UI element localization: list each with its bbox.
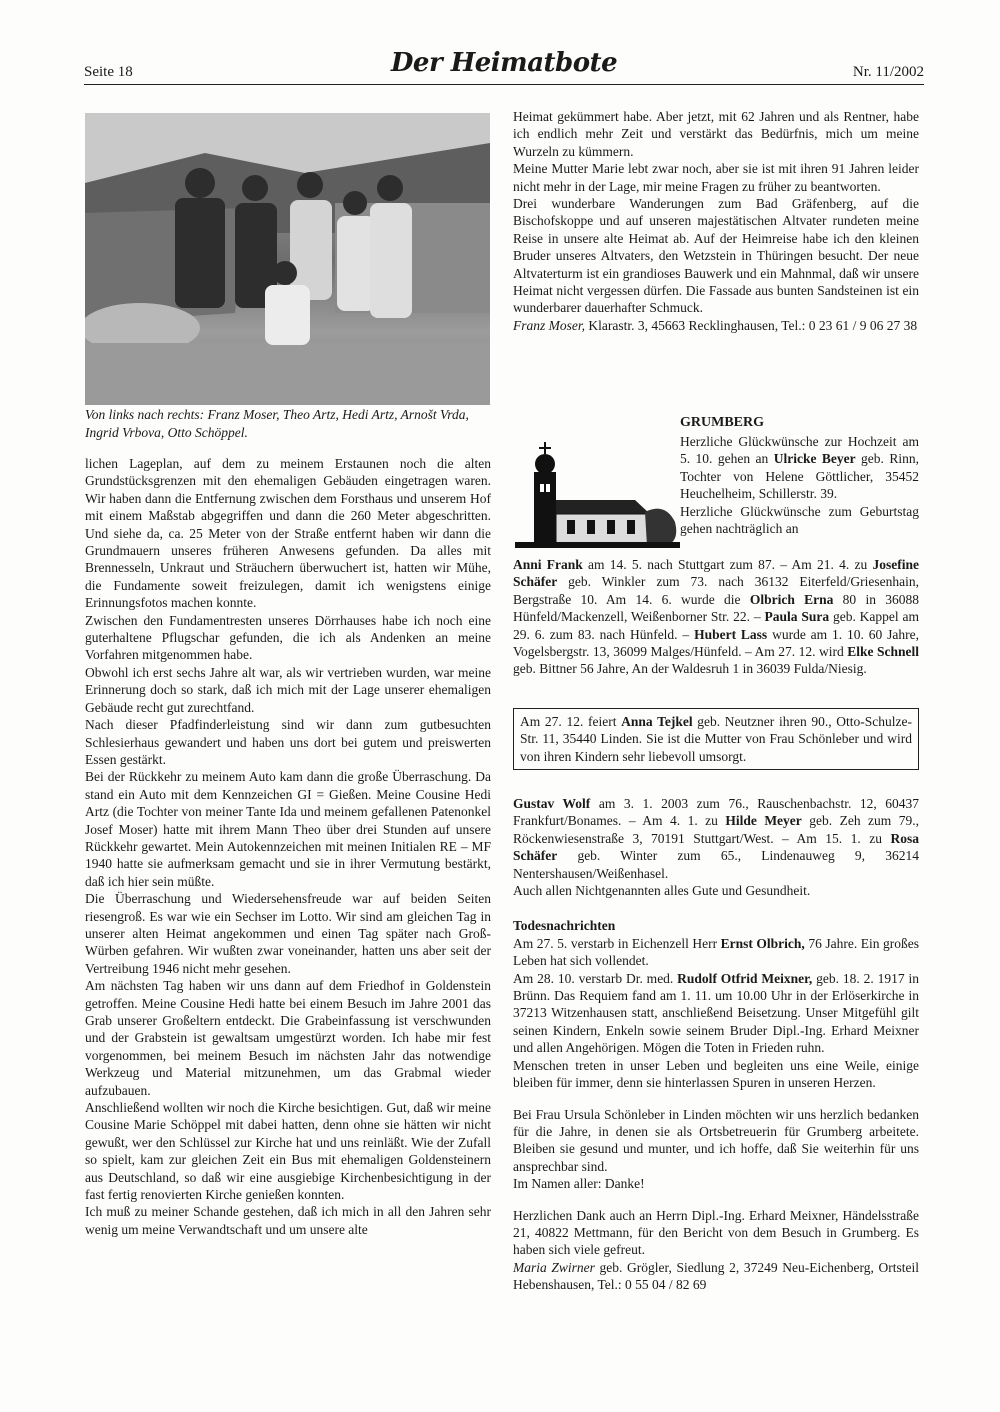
text-run: Am 27. 5. verstarb in Eichenzell Herr	[513, 935, 721, 951]
person-name: Gustav Wolf	[513, 796, 591, 811]
paragraph: Bei der Rückkehr zu meinem Auto kam dann die große Überraschung. Da stand ein Auto mit dem Kennzeichen GI = Gießen. Meine Cousine Hedi Artz (die Tochter von meiner Tante Ida und meinem gefallenen Patenonkel Josef Moser) hatte mit ihrem Mann Theo über drei Stunden auf unsere Rückkehr gewartet. Mein Autokennzeichen mit meinen Initialen RE – MF 1940 hatte sie aufmerksam gemacht und sie in ihrer Vermutung bestärkt, daß ich hier sein müßte.	[85, 769, 491, 889]
person-name: Paula Sura	[764, 609, 830, 625]
text-run: geb. Neutzner ihren 90., Otto-Schulze-Str. 11, 35440 Linden. Sie ist die Mutter von Frau Schönleber und wird von ihren Kindern sehr liebevoll umsorgt.	[520, 714, 912, 764]
paragraph: Heimat gekümmert habe. Aber jetzt, mit 62 Jahren und als Rentner, habe ich endlich mehr Zeit und verstärkt das Bedürfnis, mich um meine Wurzeln zu kümmern.	[513, 109, 919, 159]
text-run: geb. 18. 2. 1917 in Brünn. Das Requiem fand am 1. 11. um 10.00 Uhr in der Erlöserkirche in 37213 Witzenhausen statt, anschließend Beisetzung. Unser Mitgefühl gilt seinen Kindern, Enkeln sowie seinem Bruder Dipl.-Ing. Erhard Meixner und allen Angehörigen. Mögen die Toten in Frieden ruhn.	[513, 970, 919, 1056]
highlight-box	[513, 708, 919, 770]
page-header	[84, 48, 924, 84]
article-left-column	[85, 455, 491, 1238]
birthday-list	[513, 556, 919, 678]
paragraph: Ich muß zu meiner Schande gestehen, daß ich mich in all den Jahren sehr wenig um meine Verwandtschaft und um unsere alte	[85, 1204, 491, 1237]
masthead-logo: Der Heimatbote	[390, 48, 618, 78]
article-right-column	[513, 108, 919, 334]
person-name: Ulricke Beyer	[773, 451, 856, 467]
wedding-greeting	[680, 433, 919, 503]
box-text	[520, 714, 912, 764]
text-run: geb. Zeh zum 79., Röckenwiesenstraße 3, 70191 Stuttgart/West. – Am 15. 1. zu	[513, 813, 919, 846]
text-run: geb. Rinn, Tochter von Helene Göttlicher, 35452 Heuchelheim, Schillerstr. 39.	[680, 451, 919, 502]
contributor-signature	[513, 1259, 919, 1294]
text-run: Herzliche Glückwünsche zur Hochzeit am 5. 10. gehen an	[680, 434, 919, 467]
text-run: 80 in 36088 Hünfeld/Mackenzell, Weißenborner Str. 22. –	[513, 591, 919, 625]
contributor-name: Maria Zwirner	[513, 1259, 595, 1275]
page-number: Seite 18	[84, 64, 133, 80]
section-title-grumberg: GRUMBERG	[680, 415, 764, 430]
text-run: am 3. 1. 2003 zum 76., Rauschenbachstr. 12, 60437 Frankfurt/Bonames. – Am 4. 1. zu	[513, 796, 919, 829]
todesnachrichten-heading: Todesnachrichten	[513, 918, 616, 934]
text-run: Am 28. 10. verstarb Dr. med.	[513, 970, 678, 986]
text-run: geb. Winkler zum 73. nach 36132 Eiterfeld/Griesenhain, Bergstraße 10. Am 14. 6. wurde die	[513, 574, 919, 607]
closing-greeting: Auch allen Nichtgenannten alles Gute und Gesundheit.	[513, 883, 811, 899]
person-name: Elke Schnell	[847, 644, 919, 660]
text-run: 76 Jahre. Ein großes Leben hat sich vollendet.	[513, 935, 919, 969]
issue-number: Nr. 11/2002	[852, 64, 924, 80]
paragraph: lichen Lageplan, auf dem zu meinem Erstaunen noch die alten Grundstücksgrenzen mit den ehemaligen Gebäuden eingetragen waren. Wir haben dann die Entfernung zwischen dem Forsthaus und unserem Hof mit einem Maßstab abgegriffen und dann die 260 Meter abgeschritten. Und siehe da, ca. 25 Meter von der Straße entfernt haben wir dann die Grundmauern unseres früheren Anwesens gefunden. Da alles mit Brennesseln, Unkraut und Sträuchern überwuchert ist, hatten wir Mühe, die Fundamente soweit freizulegen, damit ich wenigstens einige Erinnungsfotos machen konnte.	[85, 456, 491, 611]
group-photo-image	[85, 113, 490, 405]
grumberg-side-text	[680, 433, 919, 537]
paragraph: Zwischen den Fundamentresten unseres Dörrhauses habe ich noch eine guterhaltene Pflugschar gefunden, die ich als Andenken an meine Vorfahren mitgenommen habe.	[85, 612, 491, 663]
text-run: Am 27. 12. feiert	[520, 714, 622, 729]
paragraph: Drei wunderbare Wanderungen zum Bad Gräfenberg, auf die Bischofskoppe und auf unseren majestätischen Altvater rundeten meine Reise in unsere alte Heimat ab. Auf der Heimreise habe ich den kleinen Bruder unseres Altvaters, den Wetzstein in Thüringen besucht. Der neue Altvaterturm ist ein grandioses Bauwerk und ein Mahnmal, daß wir unsere Heimat nicht vergessen dürfen. Die Fassade aus bunten Sandsteinen ist ein wunderbarer dauerhafter Schmuck.	[513, 196, 919, 316]
paragraph: Obwohl ich erst sechs Jahre alt war, als wir vertrieben wurden, war meine Erinnerung doch so stark, daß ich mich mit der Lage unserer ehemaligen Gebäude recht gut zurechtfand.	[85, 664, 491, 715]
text-run: geb. Kappel am 29. 6. zum 83. nach Hünfeld. –	[513, 609, 920, 642]
person-name: Josefine Schäfer	[513, 557, 919, 590]
birthday-list-continued	[513, 795, 919, 882]
obituary	[513, 970, 919, 1057]
person-name: Anna Tejkel	[621, 714, 693, 729]
text-run: wurde am 1. 10. 60 Jahre, Vogelsbergstr. 13, 36099 Malges/Hünfeld. – Am 27. 12. wird	[513, 626, 920, 660]
thanks-paragraph: Herzlichen Dank auch an Herrn Dipl.-Ing. Erhard Meixner, Händelsstraße 21, 40822 Mettmann, für den Bericht von dem Besuch in Grumberg. Es haben sich viele gefreut.	[513, 1207, 919, 1258]
person-name: Anni Frank	[513, 557, 583, 572]
thanks-closing: Im Namen aller: Danke!	[513, 1176, 645, 1192]
author-address: Klarastr. 3, 45663 Recklinghausen, Tel.: 0 23 61 / 9 06 27 38	[585, 317, 918, 333]
text-run: geb. Bittner 56 Jahre, An der Waldesruh 1 in 36039 Fulda/Niesig.	[513, 661, 867, 677]
text-run: am 14. 5. nach Stuttgart zum 87. – Am 21. 4. zu	[582, 557, 873, 572]
photo-caption: Von links nach rechts: Franz Moser, Theo Artz, Hedi Artz, Arnošt Vrda, Ingrid Vrbova, Otto Schöppel.	[85, 407, 469, 440]
quote: Menschen treten in unser Leben und begleiten uns eine Weile, einige bleiben für immer, denn sie hinterlassen Spuren in unseren Herzen.	[513, 1057, 919, 1091]
group-photo	[85, 113, 490, 405]
person-name: Rosa Schäfer	[513, 830, 919, 864]
contributor-address: geb. Grögler, Siedlung 2, 37249 Neu-Eichenberg, Ortsteil Hebenshausen, Tel.: 0 55 04 / 82 69	[513, 1259, 919, 1293]
obituary	[513, 935, 919, 970]
birthday-intro: Herzliche Glückwünsche zum Geburtstag gehen nachträglich an	[680, 503, 919, 537]
person-name: Rudolf Otfrid Meixner,	[677, 970, 813, 986]
paragraph: Am nächsten Tag haben wir uns dann auf dem Friedhof in Goldenstein getroffen. Meine Cousine Hedi hatte bei einem Besuch im Jahre 2001 das Grab unserer Großeltern entdeckt. Die Grabeinfassung ist verschwunden und der Grabstein ist gewaltsam umgestürzt worden. Ich habe mir fest vorgenommen, bei meinem Besuch im nächsten Jahr das notwendige Werkzeug und Material mitzunehmen, um das Grabmal wieder aufzubauen.	[85, 978, 491, 1098]
grumberg-birthdays	[513, 556, 919, 678]
paragraph: Die Überraschung und Wiedersehensfreude war auf beiden Seiten riesengroß. Es war wie ein Sechser im Lotto. Wir sind am gleichen Tag in unserer alten Heimat angekommen und einen Tag später nach Groß-Würben gefahren. Wir wußten zwar voneinander, hatten uns aber seit der Vertreibung 1946 nicht mehr gesehen.	[85, 891, 491, 976]
thanks-paragraph: Bei Frau Ursula Schönleber in Linden möchten wir uns herzlich bedanken für die Jahre, in denen sie als Ortsbetreuerin für Grumberg arbeitete. Bleiben sie gesund und munter, und ich hoffe, daß Sie weiterhin für uns ansprechbar sind.	[513, 1106, 919, 1174]
header-rule	[84, 84, 924, 85]
person-name: Hubert Lass	[694, 626, 768, 642]
author-signature	[513, 317, 919, 334]
grumberg-more	[513, 795, 919, 1294]
author-name: Franz Moser,	[513, 317, 586, 333]
church-illustration	[515, 442, 680, 552]
paragraph: Anschließend wollten wir noch die Kirche besichtigen. Gut, daß wir meine Cousine Marie Schöppel mit dabei hatten, denn ohne sie hätten wir nicht gewußt, wer den Schlüssel zur Kirche hat und uns reinläßt. Wie der Zufall so spielt, kam zur gleichen Zeit ein Bus mit ehemaligen Goldensteinern aus Deutschland, so daß wir eine ausgiebige Kirchenbesichtigung in der fast fertig renovierten Kirche genießen konnten.	[85, 1100, 491, 1203]
paragraph: Meine Mutter Marie lebt zwar noch, aber sie ist mit ihren 91 Jahren leider nicht mehr in der Lage, mir meine Fragen zu früher zu beantworten.	[513, 161, 919, 194]
text-run: geb. Winter zum 65., Lindenauweg 9, 36214 Nentershausen/Weißenhasel.	[513, 848, 919, 881]
person-name: Ernst Olbrich,	[720, 935, 805, 951]
person-name: Hilde Meyer	[725, 813, 802, 829]
person-name: Olbrich Erna	[749, 591, 834, 607]
paragraph: Nach dieser Pfadfinderleistung sind wir dann zum gutbesuchten Schlesierhaus gewandert und haben uns dort bei gutem und preiswerten Essen gestärkt.	[85, 717, 491, 767]
